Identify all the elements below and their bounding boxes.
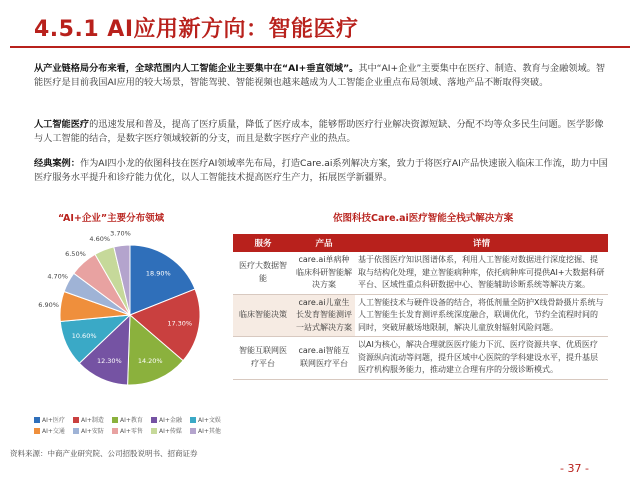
legend-item <box>34 426 73 435</box>
table-row <box>233 294 608 337</box>
cell-service: 临床智能决策 <box>233 294 293 337</box>
legend-label: AI+交通 <box>42 428 65 435</box>
legend-item <box>34 415 73 424</box>
legend-row <box>34 414 234 425</box>
legend-label: AI+医疗 <box>42 417 65 424</box>
cell-detail: 以AI为核心，解决合理就医医疗能力下沉、医疗资源共享、优质医疗资源纵向流动等问题，提升区域中心医院的学科建设水平，提升基层医疗机构服务能力，推动建立合理有序的分级诊断模式。 <box>355 337 608 380</box>
legend-swatch <box>190 428 196 434</box>
chart-title: “AI+企业”主要分布领域 <box>58 213 165 224</box>
legend-label: AI+零售 <box>120 428 143 435</box>
page-title: 4.5.1 AI应用新方向：智能医疗 <box>34 17 359 42</box>
header-product: 产品 <box>293 234 355 252</box>
cell-product: care.ai单病种临床科研智能解决方案 <box>293 252 355 294</box>
paragraph-ai-medical <box>34 118 612 146</box>
legend-swatch <box>73 428 79 434</box>
legend-item <box>151 426 190 435</box>
paragraph-case-study <box>34 157 612 185</box>
legend-item <box>73 426 112 435</box>
pie-data-label: 17.30% <box>167 319 193 328</box>
table-header-row <box>233 234 608 252</box>
pie-data-label: 14.20% <box>137 357 163 366</box>
legend-item <box>73 415 112 424</box>
cell-service: 医疗大数据智能 <box>233 252 293 294</box>
legend-swatch <box>34 417 40 423</box>
legend-swatch <box>112 428 118 434</box>
title-bar <box>0 0 640 48</box>
header-service: 服务 <box>233 234 293 252</box>
solution-table <box>233 234 608 380</box>
pie-data-label: 4.70% <box>47 272 68 281</box>
pie-data-label: 18.90% <box>145 269 171 278</box>
legend-item <box>190 426 229 435</box>
pie-data-label: 4.60% <box>89 234 111 243</box>
table-row <box>233 252 608 294</box>
paragraph-body: 作为AI四小龙的依图科技在医疗AI领域率先布局，打造Care.ai系列解决方案，致力于将医疗AI产品快速嵌入临床工作流，助力中国医疗服务水平提升和诊疗能力优化，以人工智能技术提高医疗生产力，拓展医学新疆界。 <box>34 158 608 184</box>
legend-label: AI+金融 <box>159 417 182 424</box>
cell-product: care.ai儿童生长发育智能测评一站式解决方案 <box>293 294 355 337</box>
legend-swatch <box>73 417 79 423</box>
legend-item <box>112 426 151 435</box>
pie-data-label: 10.60% <box>71 331 97 340</box>
table-title: 依图科技Care.ai医疗智能全栈式解决方案 <box>333 213 514 224</box>
cell-product: care.ai智能互联网医疗平台 <box>293 337 355 380</box>
paragraph-lead: 人工智能医疗 <box>34 119 90 130</box>
legend-swatch <box>151 417 157 423</box>
paragraph-industry-layout <box>34 62 612 90</box>
paragraph-body: 其中“AI+企业”主要集中在医疗、制造、教育与金融领域。智能医疗是目前我国AI应用的较大场景，智能驾驶、智能视频也越来越成为人工智能企业重点布局领域、落地产品不断取得突破。 <box>34 63 606 89</box>
cell-detail: 人工智能技术与硬件设备的结合，将低剂量全防护X线骨龄摄片系统与人工智能生长发育测评系统深度融合，联调优化，节约全流程时间的同时，突破屏蔽场地限制，解决儿童放射辐射风险问题。 <box>355 294 608 337</box>
title-underline <box>10 46 630 48</box>
legend-label: AI+传媒 <box>159 428 182 435</box>
pie-data-label: 6.90% <box>38 300 59 309</box>
legend-item <box>151 415 190 424</box>
legend-item <box>190 415 229 424</box>
chart-legend <box>34 414 234 436</box>
header-detail: 详情 <box>355 234 608 252</box>
legend-item <box>112 415 151 424</box>
pie-data-label: 6.50% <box>65 249 86 258</box>
cell-service: 智能互联网医疗平台 <box>233 337 293 380</box>
paragraph-lead: 从产业链格局分布来看，全球范围内人工智能企业主要集中在“AI+垂直领域”。 <box>34 63 359 74</box>
cell-detail: 基于依图医疗知识图谱体系，利用人工智能对数据进行深度挖掘、提取与结构化处理，建立智能病种库，依托病种库可提供AI+大数据科研平台、区域性重点科研数据中心、智能辅助诊断系统等解决方案。 <box>355 252 608 294</box>
legend-swatch <box>151 428 157 434</box>
legend-swatch <box>190 417 196 423</box>
pie-data-label: 12.30% <box>96 356 122 365</box>
legend-row <box>34 425 234 436</box>
paragraph-lead: 经典案例： <box>34 158 80 169</box>
legend-label: AI+文娱 <box>198 417 221 424</box>
legend-swatch <box>112 417 118 423</box>
legend-swatch <box>34 428 40 434</box>
legend-label: AI+教育 <box>120 417 143 424</box>
paragraph-body: 的迅速发展和普及，提高了医疗质量，降低了医疗成本，能够帮助医疗行业解决资源短缺、分配不均等众多民生问题。医学影像与人工智能的结合，是数字医疗领域较新的分支，而且是数字医疗产业的热点。 <box>34 119 604 145</box>
legend-label: AI+制造 <box>81 417 104 424</box>
pie-chart <box>30 230 230 400</box>
table-row <box>233 337 608 380</box>
page-number: - 37 - <box>560 462 589 475</box>
pie-data-label: 3.70% <box>110 230 131 238</box>
source-note: 资料来源：中商产业研究院、公司招股说明书、招商证券 <box>10 449 198 458</box>
legend-label: AI+安防 <box>81 428 104 435</box>
legend-label: AI+其他 <box>198 428 221 435</box>
